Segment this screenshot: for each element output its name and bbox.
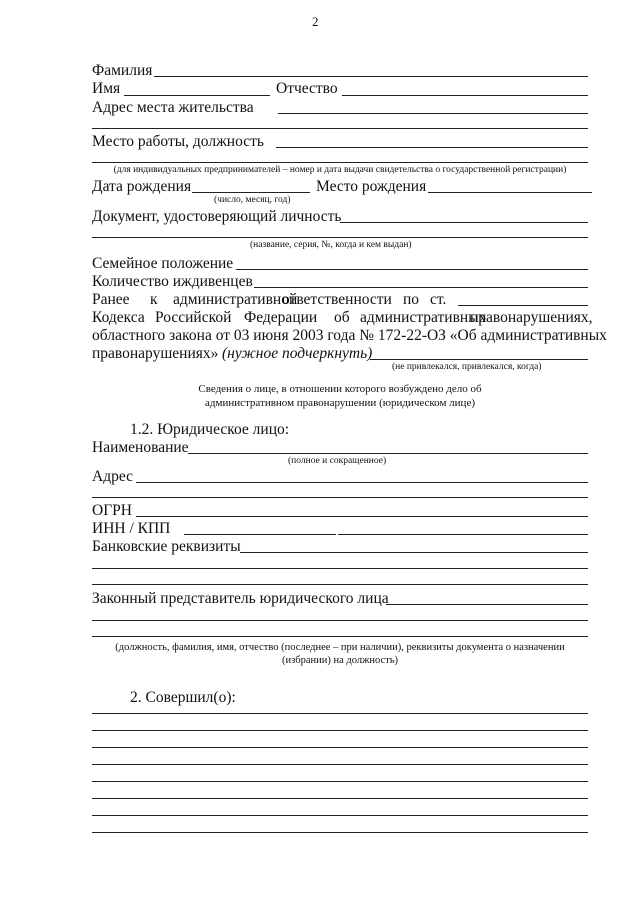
surname-label: Фамилия [92, 62, 153, 79]
page-number: 2 [312, 14, 319, 29]
legal-name-field[interactable] [188, 453, 588, 454]
committed-line-4[interactable] [92, 764, 588, 765]
inn-kpp-label: ИНН / КПП [92, 520, 171, 537]
committed-line-3[interactable] [92, 747, 588, 748]
prior-word-8: Российской [155, 309, 232, 326]
prior-field[interactable] [370, 359, 588, 360]
birth-date-label: Дата рождения [92, 178, 192, 195]
workplace-field-line2[interactable] [92, 162, 588, 163]
bank-field[interactable] [240, 552, 588, 553]
name-label: Имя [92, 80, 121, 97]
address-field-line2[interactable] [92, 128, 588, 129]
id-document-field-line2[interactable] [92, 237, 588, 238]
committed-line-7[interactable] [92, 815, 588, 816]
bank-field-line3[interactable] [92, 584, 588, 585]
committed-heading: 2. Совершил(о): [130, 689, 236, 706]
id-document-field[interactable] [340, 222, 588, 223]
ogrn-label: ОГРН [92, 502, 132, 519]
marital-status-label: Семейное положение [92, 255, 234, 272]
workplace-field[interactable] [276, 147, 588, 148]
representative-hint-line2: (избрании) на должность) [281, 655, 398, 666]
committed-line-8[interactable] [92, 832, 588, 833]
legal-intro-line2: административном правонарушении (юридическом лице) [205, 397, 475, 409]
representative-hint-line1: (должность, фамилия, имя, отчество (последнее – при наличии), реквизиты документа о назначении [115, 642, 565, 653]
prior-hint: (не привлекался, привлекался, когда) [392, 362, 542, 372]
representative-field-line3[interactable] [92, 636, 588, 637]
prior-law-line: областного закона от 03 июня 2003 года № 172-22-ОЗ «Об административных [92, 327, 607, 344]
prior-word-7: Кодекса [92, 309, 145, 326]
dependents-label: Количество иждивенцев [92, 273, 253, 290]
prior-word-9: Федерации [244, 309, 318, 326]
legal-name-label: Наименование [92, 439, 189, 456]
workplace-label: Место работы, должность [92, 133, 264, 150]
patronymic-label: Отчество [276, 80, 338, 97]
surname-field[interactable] [154, 76, 588, 77]
prior-word-3: административной [173, 291, 298, 308]
prior-word-11: административных [360, 309, 487, 326]
ogrn-field[interactable] [136, 516, 588, 517]
birth-place-label: Место рождения [316, 178, 427, 195]
birth-date-hint: (число, месяц, год) [214, 195, 291, 205]
committed-line-5[interactable] [92, 781, 588, 782]
id-document-hint: (название, серия, №, когда и кем выдан) [250, 240, 412, 250]
legal-heading: 1.2. Юридическое лицо: [130, 421, 290, 438]
prior-word-10: об [334, 309, 350, 326]
patronymic-field[interactable] [342, 95, 588, 96]
inn-field[interactable] [184, 534, 336, 535]
prior-law-end: правонарушениях» [92, 345, 219, 362]
committed-line-6[interactable] [92, 798, 588, 799]
representative-label: Законный представитель юридического лица [92, 590, 389, 607]
id-document-label: Документ, удостоверяющий личность [92, 208, 342, 225]
prior-word-2: к [150, 291, 158, 308]
representative-field-line2[interactable] [92, 620, 588, 621]
committed-line-2[interactable] [92, 730, 588, 731]
prior-word-5: по [403, 291, 420, 308]
name-field[interactable] [124, 95, 270, 96]
bank-field-line2[interactable] [92, 568, 588, 569]
legal-name-hint: (полное и сокращенное) [288, 456, 387, 466]
prior-word-4: ответственности [282, 291, 392, 308]
bank-label: Банковские реквизиты [92, 538, 241, 555]
committed-line-1[interactable] [92, 713, 588, 714]
birth-date-field[interactable] [192, 192, 310, 193]
prior-article-field[interactable] [458, 305, 588, 306]
marital-status-field[interactable] [236, 269, 588, 270]
address-label: Адрес места жительства [92, 99, 254, 116]
representative-field[interactable] [386, 604, 588, 605]
address-field[interactable] [278, 113, 588, 114]
prior-underline-note: (нужное подчеркнуть) [222, 345, 373, 362]
prior-word-6: ст. [430, 291, 447, 308]
birth-place-field[interactable] [428, 192, 592, 193]
legal-address-field[interactable] [136, 482, 588, 483]
entrepreneur-note: (для индивидуальных предпринимателей – номер и дата выдачи свидетельства о государственной регистрации) [113, 165, 567, 175]
prior-word-1: Ранее [92, 291, 130, 308]
kpp-field[interactable] [338, 534, 588, 535]
legal-intro-line1: Сведения о лице, в отношении которого возбуждено дело об [198, 383, 482, 395]
legal-address-field-line2[interactable] [92, 497, 588, 498]
prior-word-12: правонарушениях, [470, 309, 593, 326]
dependents-field[interactable] [254, 287, 588, 288]
legal-address-label: Адрес [92, 468, 133, 485]
